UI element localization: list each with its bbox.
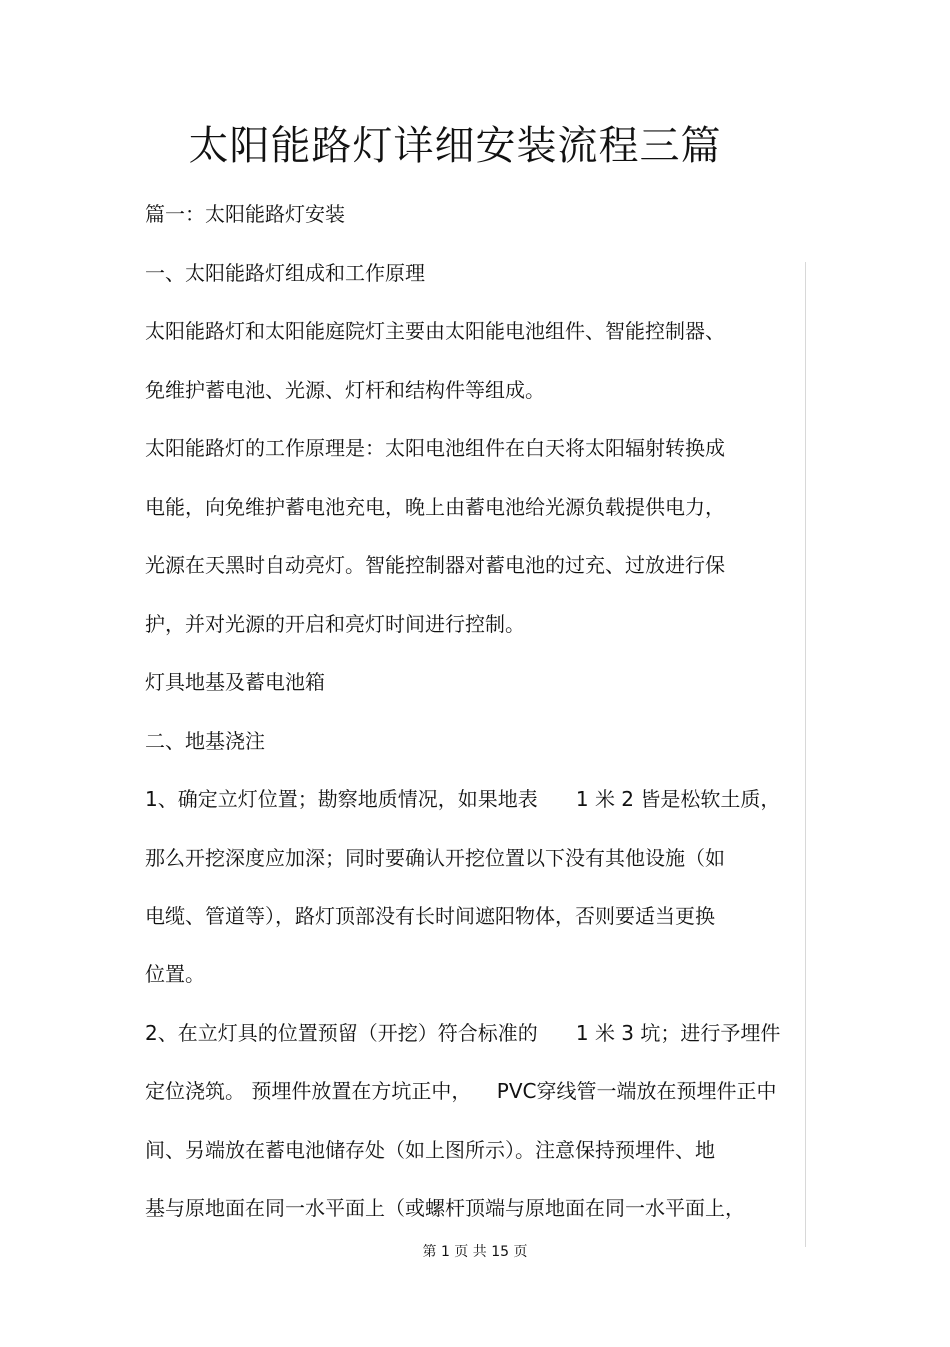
paragraph-line: 电能，向免维护蓄电池充电，晚上由蓄电池给光源负载提供电力，	[145, 495, 725, 519]
paragraph-line: 位置。	[145, 962, 205, 986]
margin-rule	[805, 262, 806, 1247]
subsection-heading: 二、地基浇注	[145, 729, 265, 753]
page-footer: 第 1 页 共 15 页	[422, 1244, 528, 1260]
subsection-heading: 一、太阳能路灯组成和工作原理	[145, 261, 425, 285]
paragraph-line: 电缆、管道等），路灯顶部没有长时间遮阳物体，否则要适当更换	[145, 904, 715, 928]
section-heading: 篇一：太阳能路灯安装	[145, 202, 345, 226]
paragraph-line: 2、在立灯具的位置预留（开挖）符合标准的 1 米 3 坑；进行予埋件	[145, 1021, 781, 1045]
paragraph-line: 那么开挖深度应加深；同时要确认开挖位置以下没有其他设施（如	[145, 846, 725, 870]
document-title: 太阳能路灯详细安装流程三篇	[188, 123, 722, 169]
paragraph-line: 定位浇筑。 预埋件放置在方坑正中， PVC穿线管一端放在预埋件正中	[145, 1079, 777, 1103]
paragraph-line: 1、确定立灯位置；勘察地质情况，如果地表 1 米 2 皆是松软土质，	[145, 787, 781, 811]
paragraph-line: 光源在天黑时自动亮灯。智能控制器对蓄电池的过充、过放进行保	[145, 553, 725, 577]
paragraph-line: 护，并对光源的开启和亮灯时间进行控制。	[145, 612, 525, 636]
paragraph-line: 太阳能路灯和太阳能庭院灯主要由太阳能电池组件、智能控制器、	[145, 319, 725, 343]
paragraph-line: 基与原地面在同一水平面上（或螺杆顶端与原地面在同一水平面上，	[145, 1196, 745, 1220]
subsection-heading: 灯具地基及蓄电池箱	[145, 670, 325, 694]
paragraph-line: 免维护蓄电池、光源、灯杆和结构件等组成。	[145, 378, 545, 402]
paragraph-line: 太阳能路灯的工作原理是：太阳电池组件在白天将太阳辐射转换成	[145, 436, 725, 460]
paragraph-line: 间、另端放在蓄电池储存处（如上图所示）。注意保持预埋件、地	[145, 1138, 715, 1162]
